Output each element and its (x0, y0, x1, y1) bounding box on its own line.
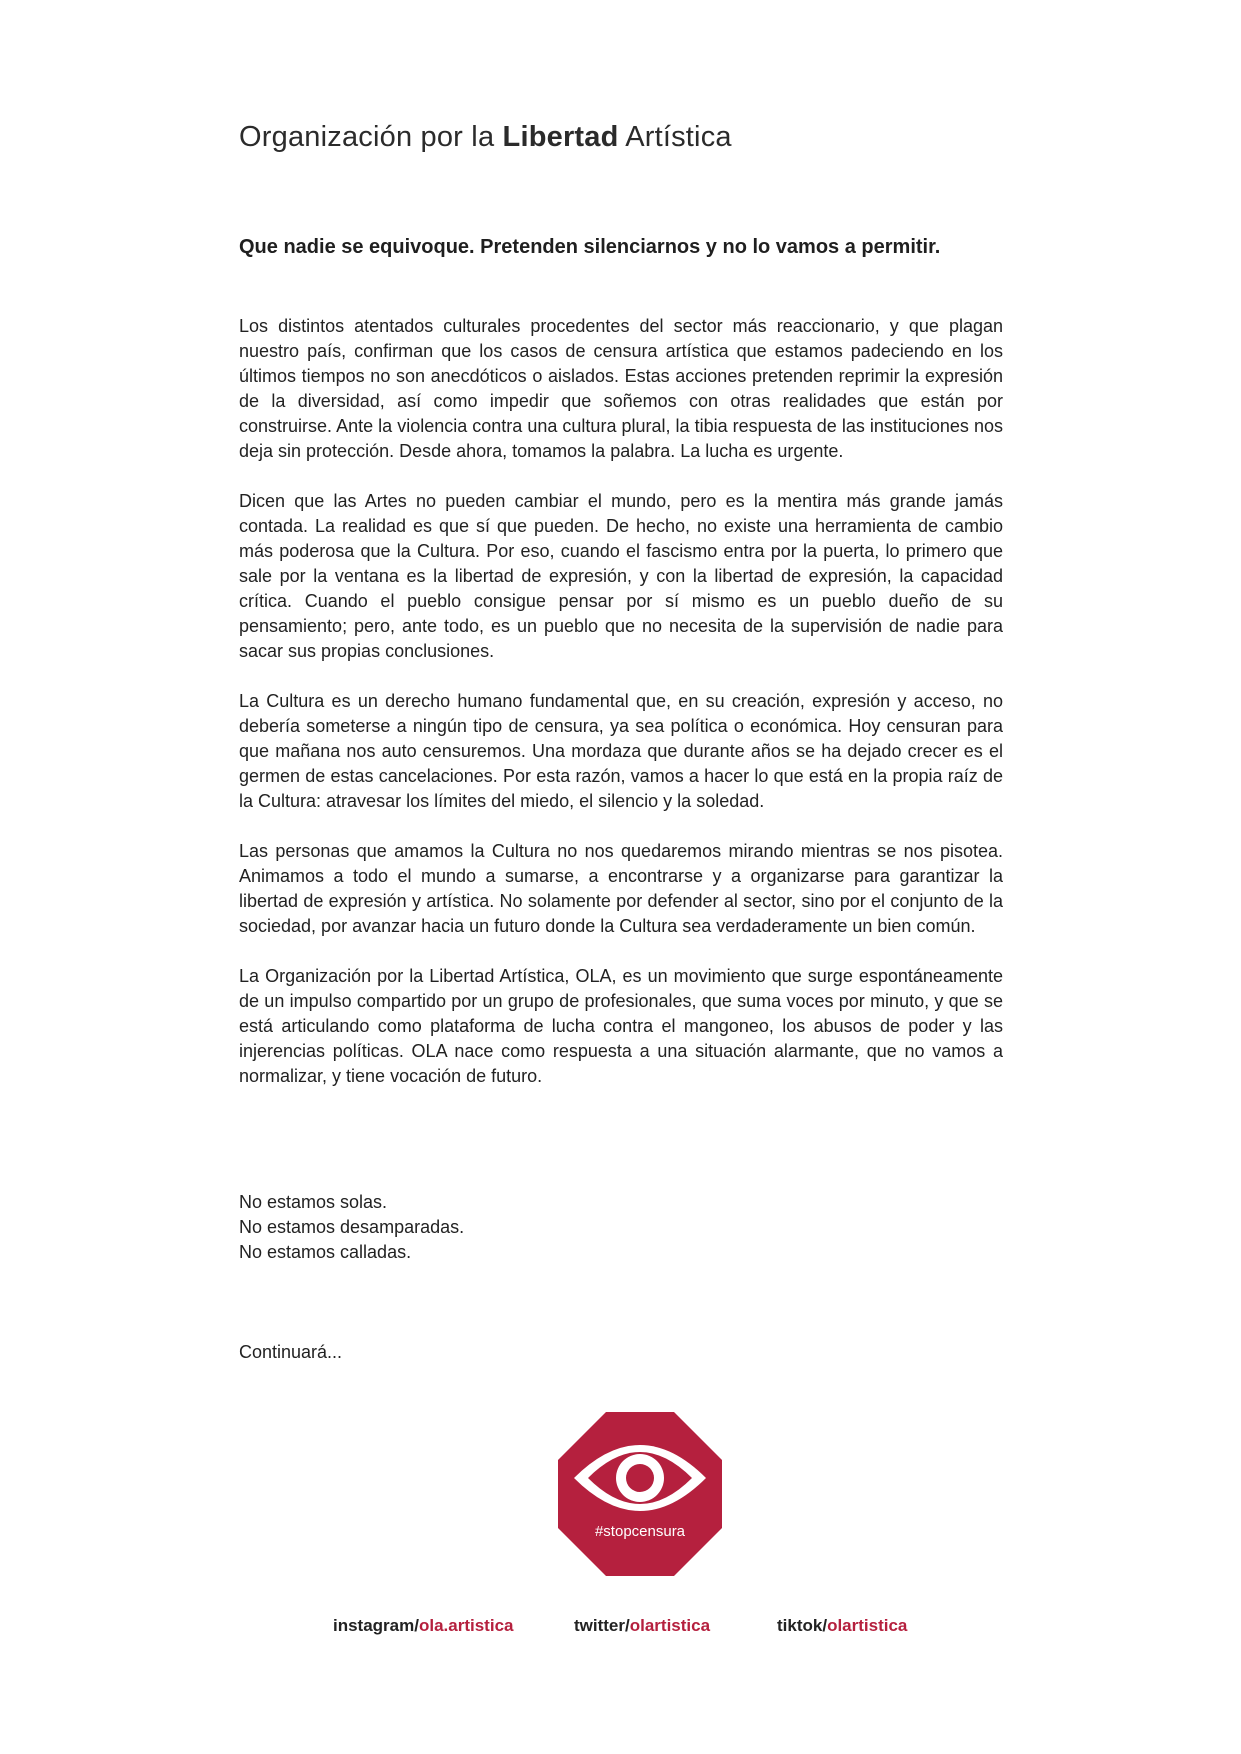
social-handle: olartistica (827, 1616, 908, 1635)
hashtag-label: #stopcensura (594, 1523, 686, 1540)
title-suffix: Artística (618, 121, 732, 153)
social-handle: olartistica (629, 1616, 711, 1635)
title-bold-word: Libertad (502, 121, 619, 153)
paragraph: La Organización por la Libertad Artística, OLA, es un movimiento que surge espontáneamente de un impulso compartido por un grupo de profesionales, que suma voces por minuto, y que se está articulando como plataforma de lucha contra el mangoneo, los abusos de poder y las injerencias políticas. OLA nace como respuesta a una situación alarmante, que no vamos a normalizar, y tiene vocación de futuro. (239, 966, 1003, 1086)
closing-line: No estamos desamparadas. (239, 1217, 465, 1237)
social-links (0, 1616, 1241, 1646)
social-link-twitter[interactable] (574, 1616, 710, 1636)
social-prefix: twitter/ (574, 1616, 630, 1635)
paragraph: La Cultura es un derecho humano fundamental que, en su creación, expresión y acceso, no debería someterse a ningún tipo de censura, ya sea política o económica. Hoy censuran para que mañana nos auto censuremos. Una mordaza que durante años se ha dejado crecer es el germen de estas cancelaciones. Por esta razón, vamos a hacer lo que está en la propia raíz de la Cultura: atravesar los límites del miedo, el silencio y la soledad. (239, 691, 1003, 811)
continue-text: Continuará... (239, 1342, 343, 1362)
social-prefix: instagram/ (333, 1616, 419, 1635)
paragraph: Los distintos atentados culturales procedentes del sector más reaccionario, y que plagan nuestro país, confirman que los casos de censura artística que estamos padeciendo en los últimos tiempos no son anecdóticos o aislados. Estas acciones pretenden reprimir la expresión de la diversidad, así como impedir que soñemos con otras realidades que están por construirse. Ante la violencia contra una cultura plural, la tibia respuesta de las instituciones nos deja sin protección. Desde ahora, tomamos la palabra. La lucha es urgente. (239, 316, 1003, 461)
closing-line: No estamos calladas. (239, 1242, 412, 1262)
social-handle: ola.artistica (418, 1616, 514, 1635)
paragraph: Dicen que las Artes no pueden cambiar el mundo, pero es la mentira más grande jamás contada. La realidad es que sí que pueden. De hecho, no existe una herramienta de cambio más poderosa que la Cultura. Por eso, cuando el fascismo entra por la puerta, lo primero que sale por la ventana es la libertad de expresión, y con la libertad de expresión, la capacidad crítica. Cuando el pueblo consigue pensar por sí mismo es un pueblo dueño de su pensamiento; pero, ante todo, es un pueblo que no necesita de la supervisión de nadie para sacar sus propias conclusiones. (239, 491, 1003, 661)
subtitle: Que nadie se equivoque. Pretenden silenciarnos y no lo vamos a permitir. (239, 236, 941, 258)
social-prefix: tiktok/ (777, 1616, 828, 1635)
title-prefix: Organización por la (239, 121, 503, 153)
closing-line: No estamos solas. (239, 1192, 388, 1212)
closing-statement (239, 1190, 464, 1265)
body-text (239, 314, 1003, 1114)
social-link-tiktok[interactable] (777, 1616, 907, 1636)
paragraph: Las personas que amamos la Cultura no nos quedaremos mirando mientras se nos pisotea. Animamos a todo el mundo a sumarse, a encontrarse y a organizarse para garantizar la libertad de expresión y artística. No solamente por defender al sector, sino por el conjunto de la sociedad, por avanzar hacia un futuro donde la Cultura sea verdaderamente un bien común. (239, 841, 1003, 936)
social-link-instagram[interactable] (333, 1616, 513, 1636)
stopcensura-logo (558, 1412, 722, 1576)
page-title (239, 121, 732, 154)
